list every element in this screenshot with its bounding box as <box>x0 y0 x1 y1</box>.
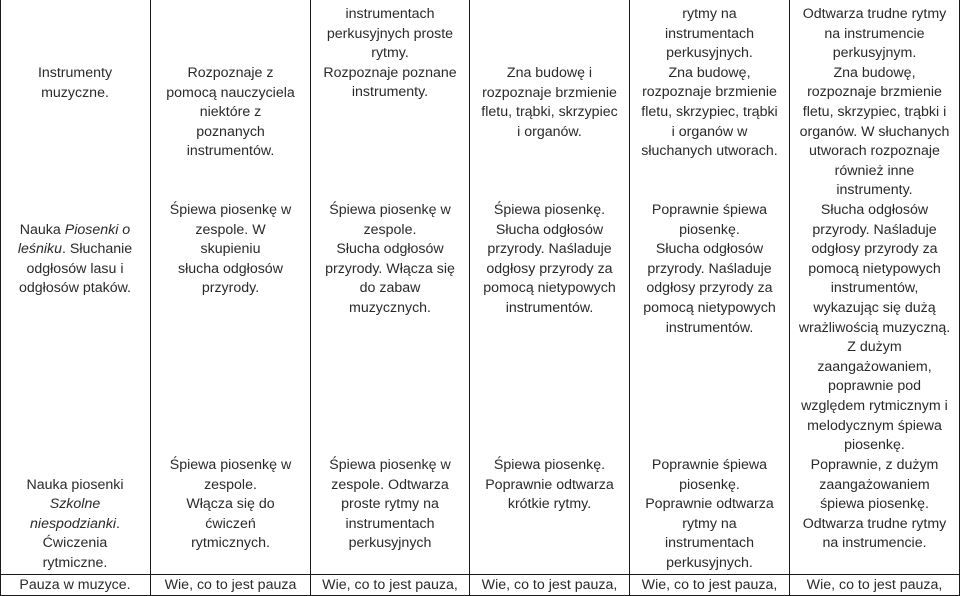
table-cell <box>0 201 150 299</box>
table-cell: rytmy na instrumentach perkusyjnych. Zna budowę, rozpoznaje brzmienie fletu, skrzypiec, trąbki i organów w słuchanych utworach. <box>641 6 778 160</box>
table-cell: Rozpoznaje z pomocą nauczyciela niektóre z poznanych instrumentów. <box>166 65 295 160</box>
table-cell: Poprawnie, z dużym zaangażowaniem śpiewa piosenkę. Odtwarza trudne rytmy na instrumencie. <box>802 457 947 552</box>
table-cell: Wie, co to jest pauza, <box>322 577 458 593</box>
table-cell: Wie, co to jest pauza <box>164 577 297 593</box>
cell-text: Nauka <box>19 221 65 238</box>
table-cell: Śpiewa piosenkę. Słucha odgłosów przyrody. Naśladuje odgłosy przyrody za pomocą nietypowych instrumentów. <box>483 202 616 316</box>
table-cell: Instrumenty muzyczne. <box>37 65 113 101</box>
table-cell: Śpiewa piosenkę w zespole. Słucha odgłosów przyrody. Włącza się do zabaw muzycznych. <box>325 202 455 316</box>
table-cell: Śpiewa piosenkę w zespole. Odtwarza proste rytmy na instrumentach perkusyjnych <box>329 457 451 552</box>
table-cell: Wie, co to jest pauza, <box>481 577 618 593</box>
table-cell: Zna budowę i rozpoznaje brzmienie fletu, trąbki, skrzypiec i organów. <box>481 65 618 140</box>
table-border <box>0 574 960 575</box>
song-title: Piosenki o leśniku <box>17 221 131 258</box>
cell-text: Nauka piosenki <box>26 476 124 493</box>
table-cell: Śpiewa piosenkę. Poprawnie odtwarza krótkie rytmy. <box>485 457 614 513</box>
table-cell: Wie, co to jest pauza, <box>641 577 778 593</box>
table-cell: Pauza w muzyce. <box>19 577 131 593</box>
table-cell: Wie, co to jest pauza, <box>806 577 943 593</box>
table-cell: instrumentach perkusyjnych proste rytmy. Rozpoznaje poznane instrumenty. <box>323 6 457 101</box>
table-cell: Odtwarza trudne rytmy na instrumencie perkusyjnym. Zna budowę, rozpoznaje brzmienie fletu, skrzypiec, trąbki i organów. W słuchanych utworach rozpoznaje również inne instrumenty. <box>799 6 950 199</box>
table-cell: Poprawnie śpiewa piosenkę. Słucha odgłosów przyrody. Naśladuje odgłosy przyrody za pomocą nietypowych instrumentów. <box>643 202 776 336</box>
table-cell: Śpiewa piosenkę w zespole. W skupieniu słucha odgłosów przyrody. <box>169 202 292 297</box>
cell-text: . Ćwiczenia rytmiczne. <box>42 515 120 571</box>
table-cell: Słucha odgłosów przyrody. Naśladuje odgłosy przyrody za pomocą nietypowych instrumentów, wykazując się dużą wrażliwością muzyczną. Z dużym zaangażowaniem, poprawnie pod względem rytmicznym i melodycznym śpiewa piosenkę. <box>798 202 951 454</box>
table-cell <box>0 456 150 574</box>
table-cell: Śpiewa piosenkę w zespole. Włącza się do ćwiczeń rytmicznych. <box>169 457 292 552</box>
song-title: Szkolne niespodzianki <box>30 496 117 532</box>
table-cell: Poprawnie śpiewa piosenkę. Poprawnie odtwarza rytmy na instrumentach perkusyjnych. <box>645 457 774 571</box>
cell-text: . Słuchanie odgłosów lasu i odgłosów ptaków. <box>19 241 133 297</box>
